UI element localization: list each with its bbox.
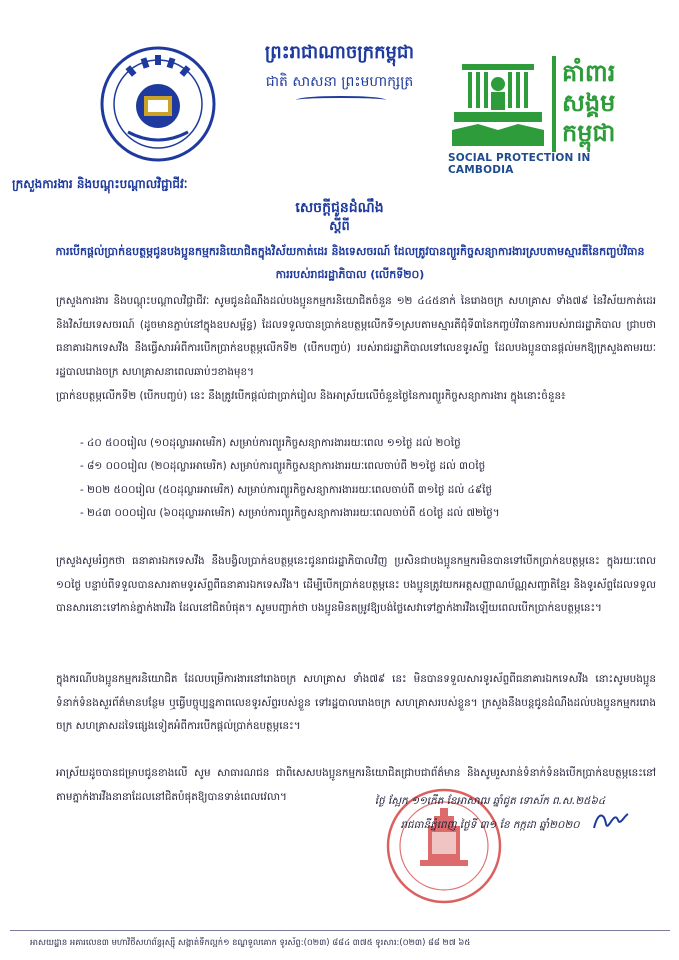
social-protection-caption: SOCIAL PROTECTION IN CAMBODIA <box>448 152 591 176</box>
body-paragraph-4: ក្នុងករណីបងប្អូនកម្មករនិយោជិត ដែលបម្រើការងារនៅរោងចក្រ សហគ្រាស ទាំង៧៩ នេះ មិនបានទទួលសារទូរស័ព្ទពីធនាគារឯកទេសវីង នោះសូមបងប្អូនទំនាក់ទំនងសួរព័ត៌មានបន្ថែម ឬធ្វើបច្ចុប្បន្នភាពលេខទូរស័ព្ទរបស់ខ្លួន ទៅរដ្ឋបាលរោងចក្រ សហគ្រាសរបស់ខ្លួន។ ក្រសួងនឹងបន្តជូនដំណឹងដល់បងប្អូនកម្មកររោងចក្រ សហគ្រាសដទៃផ្សេងទៀតអំពីការបើកផ្តល់ប្រាក់ឧបត្ថម្ភនេះ។ <box>56 673 656 732</box>
signature <box>590 806 630 836</box>
wordmark-line-2: សង្គម <box>562 89 616 117</box>
social-protection-khmer-wordmark <box>562 58 658 148</box>
issue-date-location: រាជធានីភ្នំពេញ ថ្ងៃទី ៣១ ខែ កក្កដា ឆ្នាំ២០២០ <box>400 819 580 831</box>
lunar-date: ថ្ងៃ ស្អែក ១១កើត ខែអាសាឍ ឆ្នាំជូត ទោស័ក ព.ស.២៥៦៤ <box>374 795 606 807</box>
amount-item: - ២៤៣ ០០០រៀល (៦០ដុល្លារអាមេរិក) សម្រាប់ការព្យួរកិច្ចសន្យាការងាររយៈពេលចាប់ពី ៥០ថ្ងៃ ដល់ ៧២ថ្ងៃ។ <box>80 506 500 519</box>
footer-address: អាសយដ្ឋាន អគារលេខ៣ មហាវិថីសហព័ន្ធរុស្ស៊ី សង្កាត់ទឹកល្អក់១ ខណ្ឌទួលគោក ទូរស័ព្ទ:(០២៣) ៨៨៤ ៣៧៥ ទូរសារ:(០២៣) ៨៨ ២៧ ៦៥ <box>30 937 471 947</box>
ministry-name: ក្រសួងការងារ និងបណ្តុះបណ្តាលវិជ្ជាជីវៈ <box>12 177 188 191</box>
body-paragraph-2: ប្រាក់ឧបត្ថម្ភលើកទី២ (បើកបញ្ចប់) នេះ នឹងត្រូវបើកផ្តល់ជាប្រាក់រៀល និងអាស្រ័យលើចំនួនថ្ងៃនៃការព្យួរកិច្ចសន្យាការងារ ក្នុងនោះចំនួន៖ <box>56 390 566 402</box>
kingdom-title: ព្រះរាជាណាចក្រកម្ពុជា <box>264 42 415 63</box>
footer-divider <box>10 930 670 931</box>
national-motto: ជាតិ សាសនា ព្រះមហាក្សត្រ <box>265 74 414 90</box>
wordmark-line-1: គាំពារ <box>562 59 616 87</box>
notice-title: សេចក្តីជូនដំណឹង <box>295 200 384 216</box>
ministry-seal-logo <box>98 44 218 164</box>
body-paragraph-3: ក្រសួងសូមរំឭកថា ធនាគារឯកទេសវីង នឹងបង្វិលប្រាក់ឧបត្ថម្ភនេះជូនរាជរដ្ឋាភិបាលវិញ ប្រសិនជាបងប្អូនកម្មករមិនបានទៅបើកប្រាក់ឧបត្ថម្ភនេះ ក្នុងរយៈពេល ១០ថ្ងៃ បន្ទាប់ពីទទួលបានសារតាមទូរស័ព្ទពីធនាគារឯកទេសវីង។ ដើម្បីបើកប្រាក់ឧបត្ថម្ភនេះ បងប្អូនត្រូវយកអត្តសញ្ញាណប័ណ្ណសញ្ជាតិខ្មែរ និងទូរស័ព្ទដែលទទួលបានសារនោះទៅកាន់ភ្នាក់ងារវីង ដែលនៅជិតបំផុត។ សូមបញ្ជាក់ថា បងប្អូនមិនតម្រូវឱ្យបង់ថ្លៃសេវាទៅភ្នាក់ងារវីងឡើយពេលបើកប្រាក់ឧបត្ថម្ភនេះ។ <box>56 555 656 614</box>
decorative-divider <box>296 96 386 104</box>
allowance-amount-list <box>80 432 660 525</box>
amount-item: - ៤០ ៥០០រៀល (១០ដុល្លារអាមេរិក) សម្រាប់ការព្យួរកិច្ចសន្យាការងាររយៈពេល ១១ថ្ងៃ ដល់ ២០ថ្ងៃ <box>80 437 461 449</box>
body-paragraph-1: ក្រសួងការងារ និងបណ្តុះបណ្តាលវិជ្ជាជីវៈ សូមជូនដំណឹងដល់បងប្អូនកម្មករនិយោជិតចំនួន ១២ ៤៤៥នាក់ នៃរោងចក្រ សហគ្រាស ទាំង៧៩ នៃវិស័យកាត់ដេរ និងវិស័យទេសចរណ៍ (ដូចមានភ្ជាប់នៅក្នុងឧបសម្ព័ន្ធ) ដែលទទួលបានប្រាក់ឧបត្ថម្ភលើកទី១ស្របតាមស្មារតីជុំទី៣នៃកញ្ចប់វិធានការរបស់រាជរដ្ឋាភិបាល ជ្រាបថា ធនាគារឯកទេសវីង នឹងធ្វើសារអំពីការបើកប្រាក់ឧបត្ថម្ភលើកទី២ (បើកបញ្ចប់) របស់រាជរដ្ឋាភិបាលទៅលេខទូរស័ព្ទ ដែលបងប្អូនបានផ្តល់មកឱ្យក្រសួងតាមរយៈរដ្ឋបាលរោងចក្រ សហគ្រាសនាពេលឆាប់ៗខាងមុខ។ <box>56 295 656 378</box>
notice-subject: ការបើកផ្តល់ប្រាក់ឧបត្ថម្ភជូនបងប្អូនកម្មករនិយោជិតក្នុងវិស័យកាត់ដេរ និងទេសចរណ៍ ដែលត្រូវបានព្យួរកិច្ចសន្យាការងារស្របតាមស្មារតីនៃកញ្ចប់វិធានការរបស់រាជរដ្ឋាភិបាល (លើកទី២០) <box>55 245 645 281</box>
body-paragraph-5: អាស្រ័យដូចបានជម្រាបជូនខាងលើ សូម សាធារណជន ជាពិសេសបងប្អូនកម្មករនិយោជិតជ្រាបជាព័ត៌មាន និងសូមរួសរាន់ទំនាក់ទំនងបើកប្រាក់ឧបត្ថម្ភនេះនៅតាមភ្នាក់ងារវីងនានាដែលនៅជិតបំផុតឱ្យបានទាន់ពេលវេលា។ <box>56 767 656 803</box>
notice-about-label: ស្តីពី <box>329 219 350 234</box>
amount-item: - ៨១ ០០០រៀល (២០ដុល្លារអាមេរិក) សម្រាប់ការព្យួរកិច្ចសន្យាការងាររយៈពេលចាប់ពី ២១ថ្ងៃ ដល់ ៣០ថ្ងៃ <box>80 460 486 473</box>
amount-item: - ២០២ ៥០០រៀល (៥០ដុល្លារអាមេរិក) សម្រាប់ការព្យួរកិច្ចសន្យាការងាររយៈពេលចាប់ពី ៣១ថ្ងៃ ដល់ ៤៩ថ្ងៃ <box>80 483 493 496</box>
wordmark-line-3: កម្ពុជា <box>562 119 616 147</box>
